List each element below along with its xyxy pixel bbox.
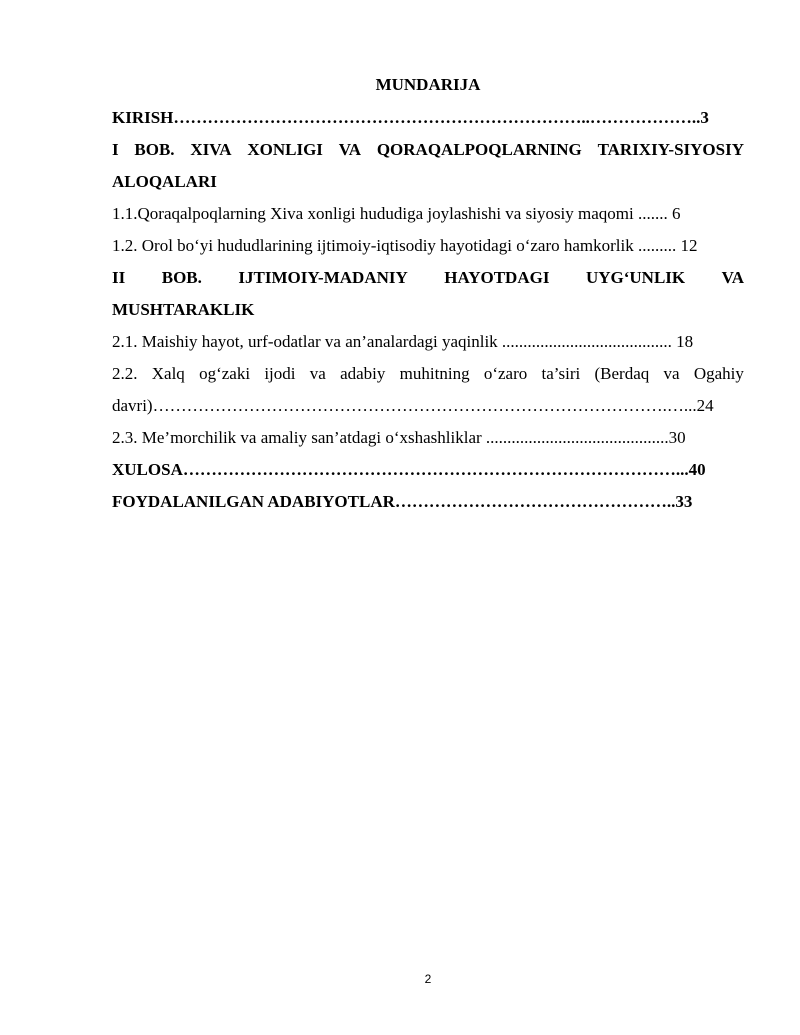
toc-word: adabiy	[340, 364, 386, 383]
toc-word: XONLIGI	[247, 140, 323, 159]
toc-word: (Berdaq	[594, 364, 650, 383]
toc-word: BOB.	[161, 268, 202, 287]
toc-word: I	[112, 140, 119, 159]
toc-chapter1-heading-line2: ALOQALARI	[112, 172, 217, 191]
toc-word: VA	[721, 268, 744, 287]
toc-chapter1-heading-line1	[112, 139, 744, 161]
toc-chapter2-heading-line1	[112, 267, 744, 289]
toc-entry-kirish: KIRISH………………………………………………………………..………………..3	[112, 108, 709, 127]
page-title: MUNDARIJA	[375, 75, 481, 94]
toc-word: XIVA	[190, 140, 232, 159]
toc-word: UYG‘UNLIK	[585, 268, 686, 287]
toc-entry-1-2: 1.2. Orol bo‘yi hududlarining ijtimoiy-iqtisodiy hayotidagi o‘zaro hamkorlik ......... 12	[112, 236, 698, 255]
toc-word: IJTIMOIY-MADANIY	[238, 268, 408, 287]
toc-word: VA	[338, 140, 362, 159]
toc-word: ta’siri	[541, 364, 581, 383]
toc-word: va	[309, 364, 326, 383]
toc-entry-1-1: 1.1.Qoraqalpoqlarning Xiva xonligi hududiga joylashishi va siyosiy maqomi ....... 6	[112, 204, 681, 223]
toc-word: va	[663, 364, 680, 383]
toc-word: Xalq	[151, 364, 185, 383]
page-number: 2	[424, 972, 432, 986]
toc-entry-2-3: 2.3. Me’morchilik va amaliy san’atdagi o‘xshashliklar ...........................................30	[112, 428, 686, 447]
toc-word: BOB.	[134, 140, 175, 159]
toc-entry-2-1: 2.1. Maishiy hayot, urf-odatlar va an’analardagi yaqinlik ........................................ 18	[112, 332, 694, 351]
toc-chapter2-heading-line2: MUSHTARAKLIK	[112, 300, 255, 319]
toc-word: og‘zaki	[199, 364, 251, 383]
toc-word: 2.2.	[112, 364, 138, 383]
toc-entry-foydalanilgan-adabiyotlar: FOYDALANILGAN ADABIYOTLAR…………………………………………..33	[112, 492, 693, 511]
toc-entry-2-2-line1	[112, 363, 744, 385]
toc-word: II	[112, 268, 126, 287]
toc-entry-xulosa: XULOSA……………………………………………………………………………...40	[112, 460, 706, 479]
toc-entry-2-2-line2: davri)……………………………………………………………………………….…...24	[112, 396, 714, 415]
toc-word: ijodi	[264, 364, 296, 383]
toc-word: o‘zaro	[483, 364, 528, 383]
toc-word: Ogahiy	[693, 364, 744, 383]
toc-word: muhitning	[399, 364, 470, 383]
toc-word: HAYOTDAGI	[444, 268, 550, 287]
toc-word: TARIXIY-SIYOSIY	[597, 140, 744, 159]
toc-word: QORAQALPOQLARNING	[376, 140, 582, 159]
